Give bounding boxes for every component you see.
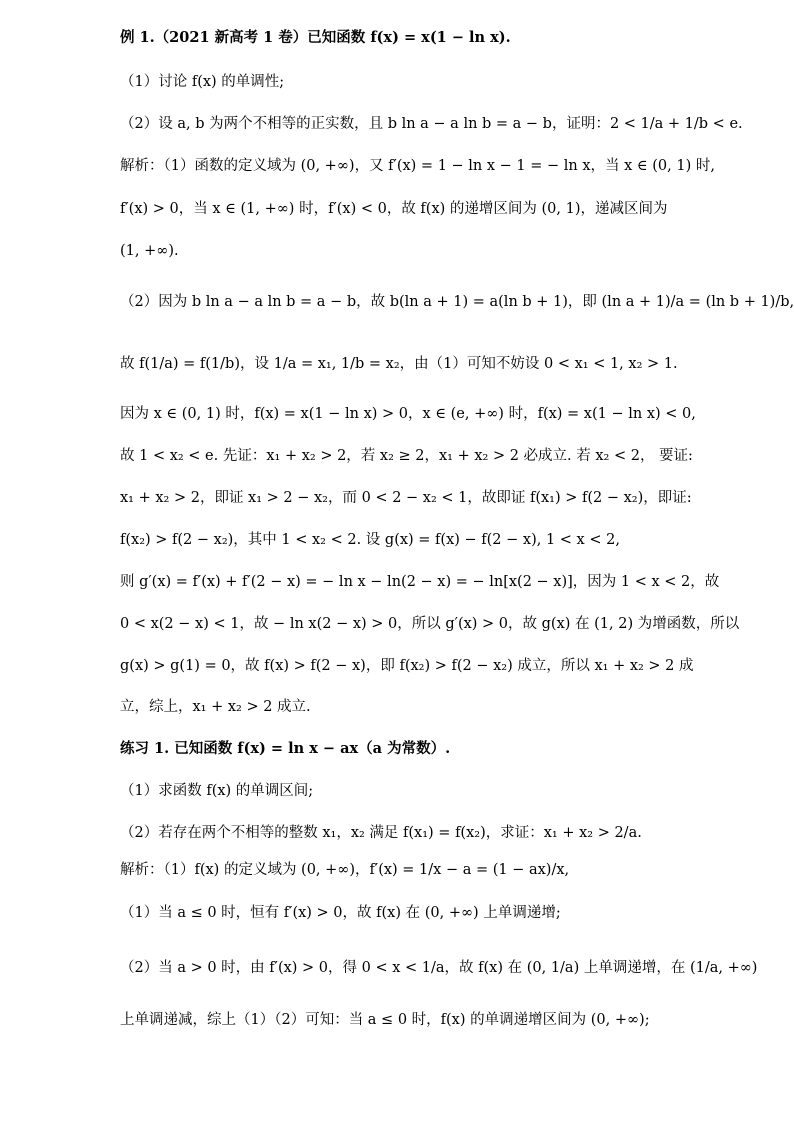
solution-line-4: （2）因为 b ln a − a ln b = a − b，故 b(ln a + 1) = a(ln b + 1)，即 (ln a + 1)/a = (ln b + 1)/b,: [120, 294, 794, 310]
solution-line-3: (1, +∞).: [120, 243, 179, 259]
solution-line-2: f′(x) > 0，当 x ∈ (1, +∞) 时，f′(x) < 0，故 f(x) 的递增区间为 (0, 1)，递减区间为: [120, 201, 668, 217]
practice-solution-line-1: 解析：（1）f(x) 的定义域为 (0, +∞)，f′(x) = 1/x − a = (1 − ax)/x,: [120, 862, 570, 878]
example-1-heading: 例 1.（2021 新高考 1 卷）已知函数 f(x) = x(1 − ln x).: [120, 29, 511, 46]
example-1-part-1: （1）讨论 f(x) 的单调性;: [120, 74, 285, 90]
solution-line-8: x₁ + x₂ > 2，即证 x₁ > 2 − x₂，而 0 < 2 − x₂ < 1，故即证 f(x₁) > f(2 − x₂)，即证:: [120, 490, 692, 506]
practice-solution-line-4: 上单调递减，综上（1）（2）可知：当 a ≤ 0 时，f(x) 的单调递增区间为 (0, +∞);: [120, 1012, 650, 1028]
solution-line-5: 故 f(1/a) = f(1/b)，设 1/a = x₁, 1/b = x₂，由（1）可知不妨设 0 < x₁ < 1, x₂ > 1.: [120, 356, 678, 372]
practice-1-heading: 练习 1. 已知函数 f(x) = ln x − ax（a 为常数）.: [120, 740, 451, 757]
solution-line-10: 则 g′(x) = f′(x) + f′(2 − x) = − ln x − ln(2 − x) = − ln[x(2 − x)]，因为 1 < x < 2，故: [120, 574, 720, 590]
solution-line-9: f(x₂) > f(2 − x₂)，其中 1 < x₂ < 2. 设 g(x) = f(x) − f(2 − x), 1 < x < 2,: [120, 532, 620, 548]
solution-line-7: 故 1 < x₂ < e. 先证：x₁ + x₂ > 2，若 x₂ ≥ 2，x₁ + x₂ > 2 必成立. 若 x₂ < 2， 要证:: [120, 448, 693, 464]
solution-line-1: 解析：（1）函数的定义域为 (0, +∞)，又 f′(x) = 1 − ln x − 1 = − ln x，当 x ∈ (0, 1) 时,: [120, 158, 715, 174]
example-1-part-2: （2）设 a, b 为两个不相等的正实数，且 b ln a − a ln b = a − b，证明：2 < 1/a + 1/b < e.: [120, 116, 743, 132]
solution-line-12: g(x) > g(1) = 0，故 f(x) > f(2 − x)，即 f(x₂) > f(2 − x₂) 成立，所以 x₁ + x₂ > 2 成: [120, 658, 694, 674]
solution-line-11: 0 < x(2 − x) < 1，故 − ln x(2 − x) > 0，所以 g′(x) > 0，故 g(x) 在 (1, 2) 为增函数，所以: [120, 616, 740, 632]
practice-1-part-1: （1）求函数 f(x) 的单调区间;: [120, 783, 314, 799]
practice-solution-line-2: （1）当 a ≤ 0 时，恒有 f′(x) > 0，故 f(x) 在 (0, +∞) 上单调递增;: [120, 905, 561, 921]
practice-1-part-2: （2）若存在两个不相等的整数 x₁，x₂ 满足 f(x₁) = f(x₂)，求证：x₁ + x₂ > 2/a.: [120, 825, 642, 841]
practice-solution-line-3: （2）当 a > 0 时，由 f′(x) > 0，得 0 < x < 1/a，故 f(x) 在 (0, 1/a) 上单调递增，在 (1/a, +∞): [120, 960, 758, 976]
solution-line-13: 立，综上，x₁ + x₂ > 2 成立.: [120, 699, 311, 715]
solution-line-6: 因为 x ∈ (0, 1) 时，f(x) = x(1 − ln x) > 0，x ∈ (e, +∞) 时，f(x) = x(1 − ln x) < 0,: [120, 406, 696, 422]
